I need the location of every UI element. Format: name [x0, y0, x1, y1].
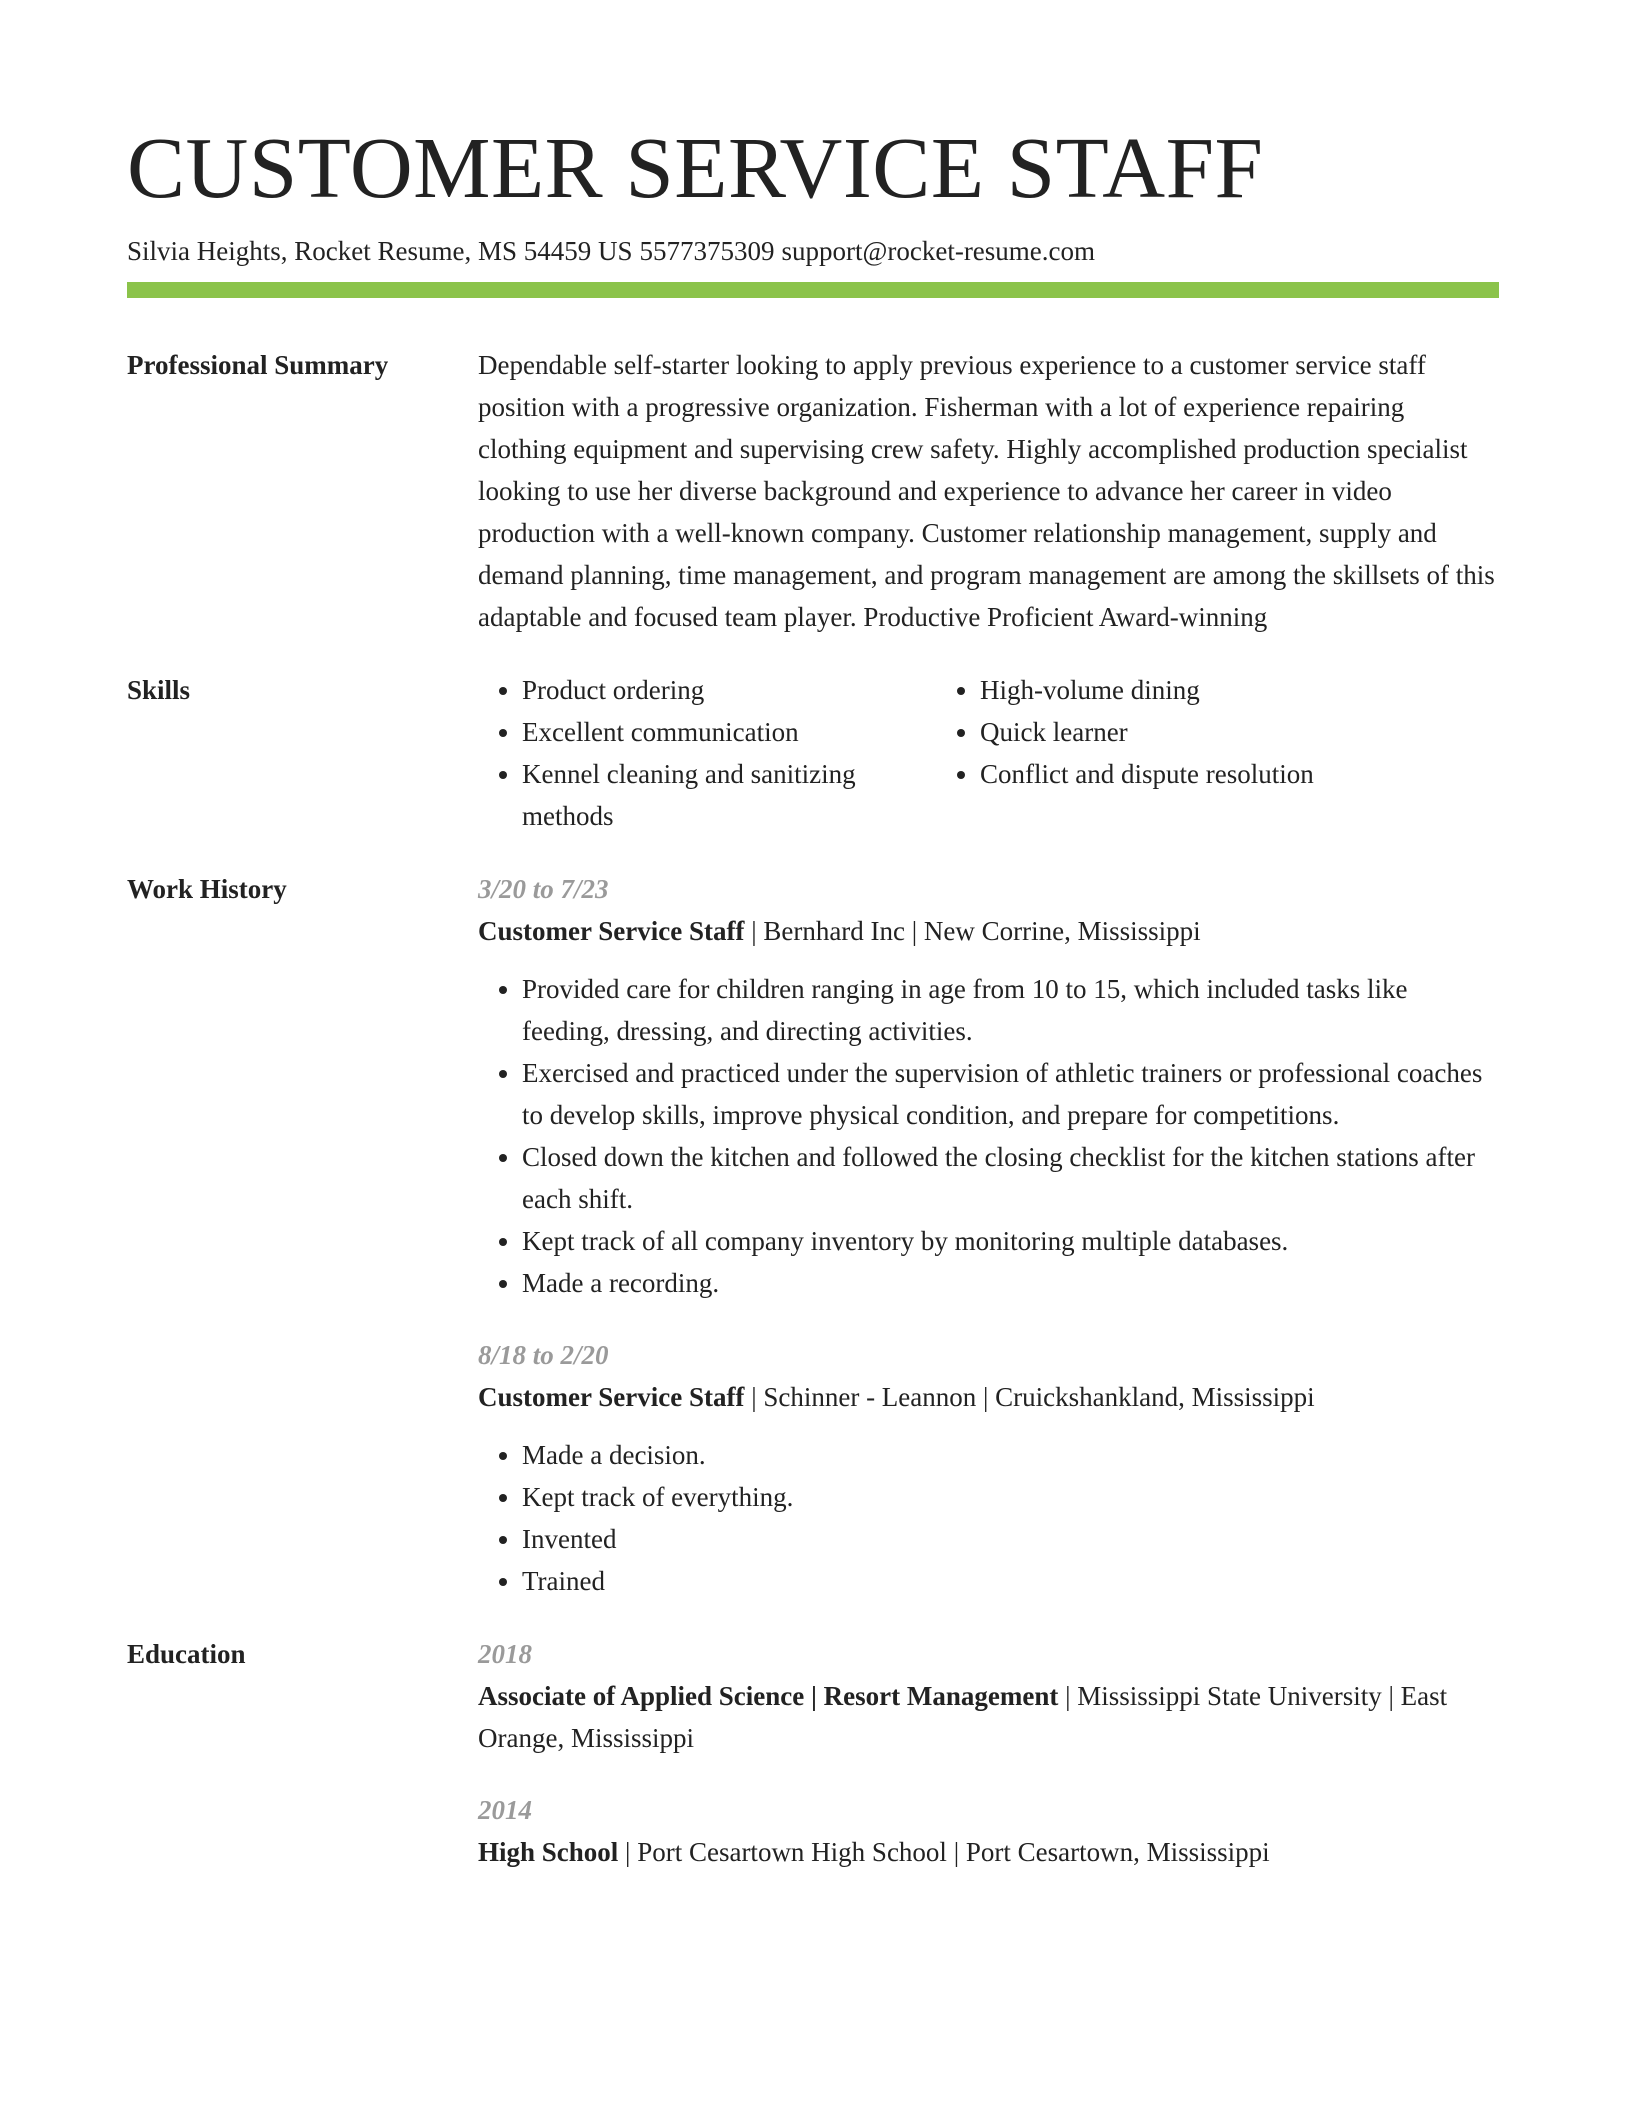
- job-bullet: • Kept track of all company inventory by monitoring multiple databases.: [522, 1220, 1499, 1262]
- resume-name: CUSTOMER SERVICE STAFF: [127, 119, 1264, 216]
- job-bullets: [478, 968, 1499, 1304]
- contact-address: Silvia Heights, Rocket Resume, MS 54459 US: [127, 236, 633, 266]
- work-history-section: [127, 868, 1499, 1602]
- job-details: | Bernhard Inc | New Corrine, Mississippi: [744, 916, 1201, 946]
- job-bullet: • Invented: [522, 1518, 1499, 1560]
- job-bullet: • Kept track of everything.: [522, 1476, 1499, 1518]
- education-degree: Associate of Applied Science | Resort Management: [478, 1681, 1059, 1711]
- work-history-label: Work History: [127, 874, 287, 904]
- summary-label: Professional Summary: [127, 350, 389, 380]
- summary-body: [478, 344, 1499, 638]
- skills-body: [478, 669, 1499, 837]
- contact-line: [127, 234, 1499, 268]
- skills-column-1: [478, 669, 936, 837]
- skill-item: • Kennel cleaning and sanitizing methods: [522, 753, 936, 837]
- education-degree: High School: [478, 1837, 619, 1867]
- skills-label: Skills: [127, 675, 191, 705]
- education-section: [127, 1633, 1499, 1873]
- job-bullet: • Trained: [522, 1560, 1499, 1602]
- education-heading: [478, 1675, 1499, 1759]
- skill-item: • Product ordering: [522, 669, 936, 711]
- contact-phone: 5577375309: [639, 236, 775, 266]
- education-entry: [478, 1633, 1499, 1759]
- job-bullet: • Made a decision.: [522, 1434, 1499, 1476]
- work-history-body: [478, 868, 1499, 1602]
- skill-item: • High-volume dining: [980, 669, 1499, 711]
- job-bullet: • Provided care for children ranging in age from 10 to 15, which included tasks like feeding, dressing, and directing activities.: [522, 968, 1499, 1052]
- accent-divider: [127, 282, 1499, 298]
- job-dates: 3/20 to 7/23: [478, 874, 609, 904]
- job-entry: [478, 868, 1499, 1304]
- skill-item: • Quick learner: [980, 711, 1499, 753]
- resume-page: [127, 118, 1499, 1873]
- job-heading: [478, 1376, 1499, 1418]
- skills-column-2: [936, 669, 1499, 837]
- education-label: Education: [127, 1639, 246, 1669]
- education-body: [478, 1633, 1499, 1873]
- education-entry: [478, 1789, 1499, 1873]
- skills-grid: [478, 669, 1499, 837]
- education-details: | Port Cesartown High School | Port Cesartown, Mississippi: [618, 1837, 1270, 1867]
- summary-text: Dependable self-starter looking to apply previous experience to a customer service staff position with a progressive organization. Fisherman with a lot of experience repairing clothing equipment and supervising crew safety. Highly accomplished production specialist looking to use her diverse background and experience to advance her career in video production with a well-known company. Customer relationship management, supply and demand planning, time management, and program management are among the skillsets of this adaptable and focused team player. Productive Proficient Award-winning: [478, 350, 1495, 632]
- job-bullet: • Made a recording.: [522, 1262, 1499, 1304]
- education-heading: [478, 1831, 1499, 1873]
- summary-section: [127, 344, 1499, 638]
- education-year: 2018: [478, 1639, 532, 1669]
- skills-section: [127, 669, 1499, 837]
- education-details: | Mississippi State University | East Orange, Mississippi: [478, 1681, 1448, 1753]
- job-bullets: [478, 1434, 1499, 1602]
- job-dates: 8/18 to 2/20: [478, 1340, 609, 1370]
- education-year: 2014: [478, 1795, 532, 1825]
- job-heading: [478, 910, 1499, 952]
- job-title: Customer Service Staff: [478, 916, 745, 946]
- job-entry: [478, 1334, 1499, 1602]
- skill-item: • Conflict and dispute resolution: [980, 753, 1499, 795]
- skill-item: • Excellent communication: [522, 711, 936, 753]
- job-bullet: • Closed down the kitchen and followed the closing checklist for the kitchen stations after each shift.: [522, 1136, 1499, 1220]
- job-details: | Schinner - Leannon | Cruickshankland, Mississippi: [744, 1382, 1315, 1412]
- job-bullet: • Exercised and practiced under the supervision of athletic trainers or professional coaches to develop skills, improve physical condition, and prepare for competitions.: [522, 1052, 1499, 1136]
- job-title: Customer Service Staff: [478, 1382, 745, 1412]
- contact-email: support@rocket-resume.com: [781, 236, 1096, 266]
